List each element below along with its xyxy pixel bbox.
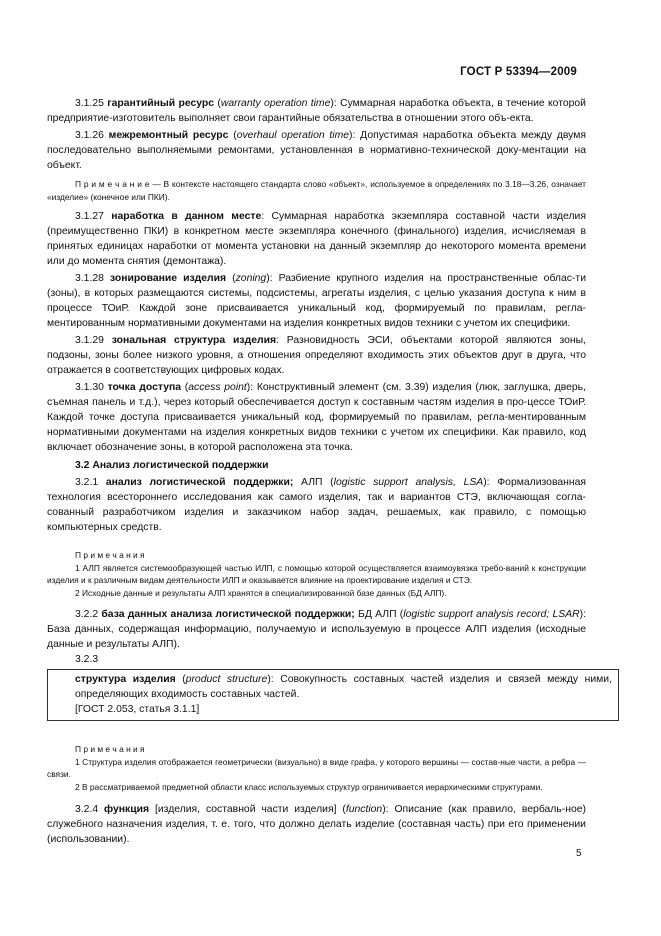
- notes-3-item-1: 1 Структура изделия отображается геометрически (визуально) в виде графа, у которого вершины — состав-ные части, а ребра — связи.: [47, 756, 586, 779]
- term-3-1-25: 3.1.25 гарантийный ресурс (warranty operation time): Суммарная наработка объекта, в течение которой предприятие-изготовитель выполняет свои гарантийные обязательства в отношении этого объ-екта.: [47, 98, 586, 124]
- notes-2-item-2: 2 Исходные данные и результаты АЛП хранятся в специализированной базе данных (БД АЛП).: [75, 587, 447, 598]
- source-reference: [ГОСТ 2.053, статья 3.1.1]: [75, 704, 200, 715]
- term-3-1-28: 3.1.28 зонирование изделия (zoning): Разбиение крупного изделия на пространственные облас-ти (зоны), в которых размещаются системы, подсистемы, агрегаты изделия, с целью указания доступа к ним в процессе ТОиР. Каждой зоне присваивается уникальный код, формируемый по правилам, регла-ментированным нормативными документами на изделия конкретных видов техники с учетом их специфики.: [47, 273, 586, 329]
- document-body: [47, 96, 613, 847]
- section-heading: 3.2 Анализ логистической поддержки: [75, 460, 269, 471]
- term-3-2-1: 3.2.1 анализ логистической поддержки; АЛП (logistic support analysis, LSA): Формализованная технология всестороннего исследования как самого изделия, так и вариантов СТЭ, включающая согла-сованный разработчиком изделия и заказчиком набор задач, решаемых, как правило, с помощью компьютерных средств.: [47, 477, 587, 533]
- document-header: ГОСТ Р 53394—2009: [460, 66, 577, 78]
- notes-2-label: П р и м е ч а н и я: [75, 550, 145, 560]
- term-3-1-26: 3.1.26 межремонтный ресурс (overhaul operation time): Допустимая наработка объекта между двумя последовательно выполняемыми ремонтами, установленная в нормативно-технической доку-ментации на объект.: [47, 130, 587, 171]
- note-1: П р и м е ч а н и е — В контексте настоящего стандарта слово «объект», используемое в определениях по 3.18—3.26, означает «изделие» (конечное или ПКИ).: [47, 179, 587, 202]
- page-number: 5: [576, 848, 582, 859]
- term-3-1-30: 3.1.30 точка доступа (access point): Конструктивный элемент (см. 3.39) изделия (люк, заглушка, дверь, съемная панель и т.д.), через который обеспечивается доступ к составным частям изделия в про-цессе ТОиР. Каждой точке доступа присваивается уникальный код, формируемый по правилам, регла-ментированным нормативными документами на изделия конкретных видов техники с учетом их специфики. Как правило, код включает обозначение зоны, в которой расположена эта точка.: [47, 382, 586, 453]
- term-3-2-4: 3.2.4 функция [изделия, составной части изделия] (function): Описание (как правило, вербаль-ное) служебного назначения изделия, т. е. того, что должно делать изделие (составная часть) при его применении (использовании).: [47, 804, 586, 845]
- term-3-2-3: структура изделия (product structure): Совокупность составных частей изделия и связей между ними, определяющих входимость составных частей.: [75, 674, 613, 700]
- notes-3-item-2: 2 В рассматриваемой предметной области класс используемых структур ограничивается иерархическими структурами.: [75, 781, 543, 792]
- definition-box: [47, 669, 619, 721]
- term-3-2-2: 3.2.2 база данных анализа логистической поддержки; БД АЛП (logistic support analysis record; LSAR): База данных, содержащая информацию, получаемую и используемую в процессе АЛП изделия (исходные данные и результаты АЛП).: [47, 609, 587, 650]
- notes-3-label: П р и м е ч а н и я: [75, 744, 145, 754]
- term-3-1-27: 3.1.27 наработка в данном месте: Суммарная наработка экземпляра составной части изделия (преимущественно ПКИ) в конкретном месте экземпляра конечного (финального) изделия, исчисляемая в принятых единицах наработки от момента установки на данный экземпляр до некоторого момента времени или до момента снятия (демонтажа).: [47, 211, 586, 267]
- term-3-2-3-number: 3.2.3: [75, 654, 99, 665]
- notes-2-item-1: 1 АЛП является системообразующей частью ИЛП, с помощью которой осуществляется взаимоувязка требо-ваний к конструкции изделия и к различным видам деятельности ИЛП и оказывается влияние на проектирование изделия и СТЭ.: [47, 562, 586, 585]
- term-3-1-29: 3.1.29 зональная структура изделия: Разновидность ЭСИ, объектами которой являются зоны, подзоны, зоны более низкого уровня, а отношения определяют входимость этих объектов друг в друга, что отражается в соответствующих цифровых кодах.: [47, 335, 586, 376]
